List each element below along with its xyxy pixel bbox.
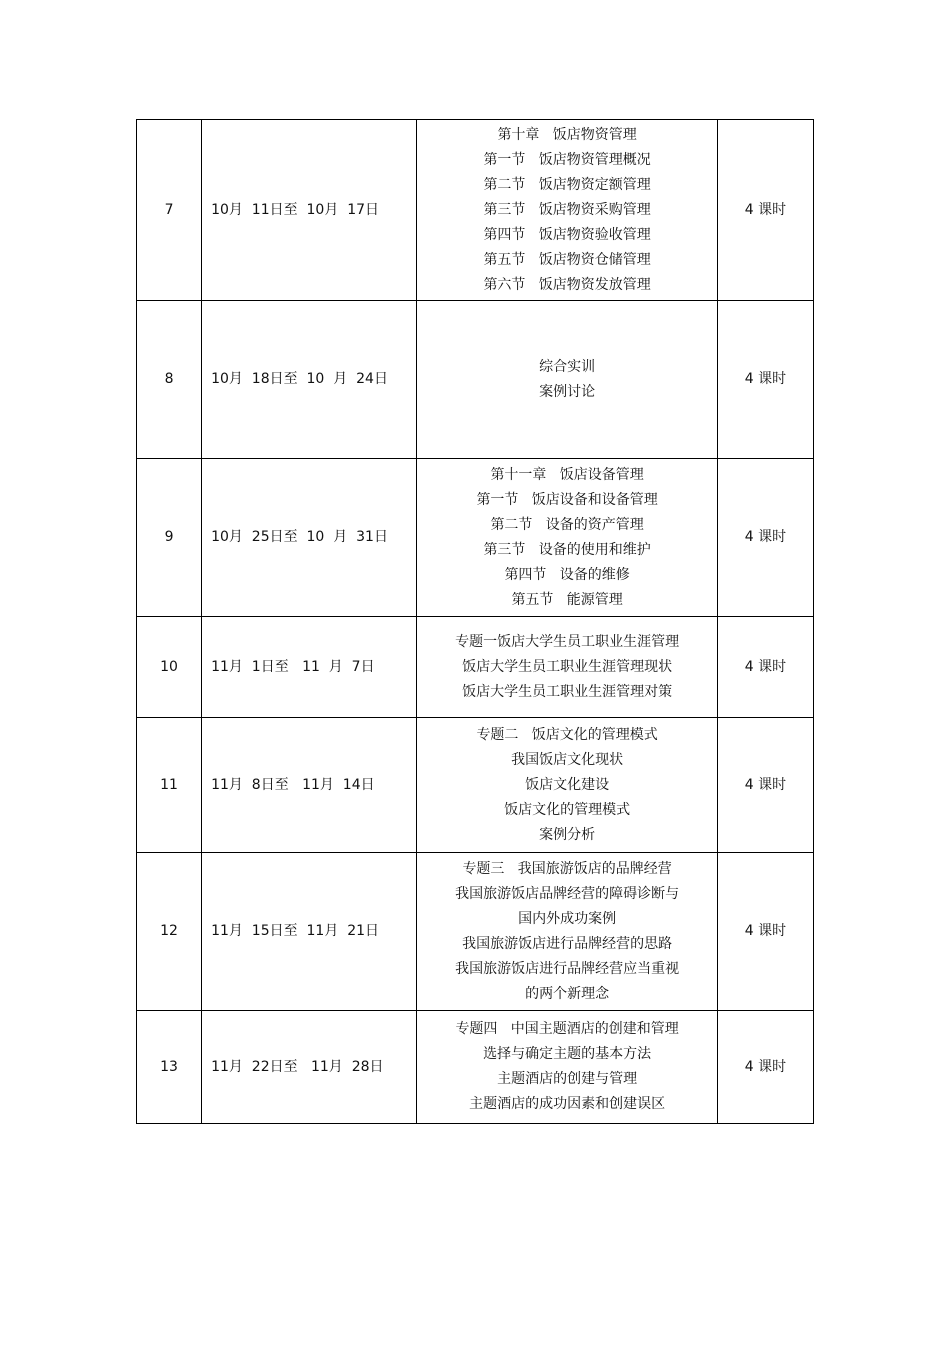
date-range-cell xyxy=(202,617,417,718)
content-line: 第三节 设备的使用和维护 xyxy=(483,541,651,558)
content-line: 第一节 饭店物资管理概况 xyxy=(483,151,651,168)
content-line: 第五节 能源管理 xyxy=(511,591,623,608)
content-line: 饭店文化的管理模式 xyxy=(504,801,631,818)
date-range-cell xyxy=(202,120,417,301)
content-line: 我国饭店文化现状 xyxy=(511,751,624,768)
date-range: 11月 15日至 11月 21日 xyxy=(211,923,380,939)
content-line: 第二节 设备的资产管理 xyxy=(490,516,644,533)
table-row xyxy=(137,853,814,1011)
content-line: 第十一章 饭店设备管理 xyxy=(490,466,644,483)
class-hours: 4 课时 xyxy=(744,1058,787,1075)
table-row xyxy=(137,617,814,718)
date-range: 10月 18日至 10 月 24日 xyxy=(211,371,388,387)
content-cell xyxy=(417,1011,717,1124)
content-line: 饭店大学生员工职业生涯管理现状 xyxy=(462,658,673,675)
date-range-cell xyxy=(202,718,417,853)
content-line: 专题四 中国主题酒店的创建和管理 xyxy=(455,1021,679,1037)
week-number-cell xyxy=(137,459,202,617)
hours-cell xyxy=(717,853,813,1011)
date-range-cell xyxy=(202,1011,417,1124)
content-line: 我国旅游饭店品牌经营的障碍诊断与 xyxy=(455,885,680,902)
content-line: 我国旅游饭店进行品牌经营的思路 xyxy=(462,935,673,952)
hours-cell xyxy=(717,120,813,301)
hours-cell xyxy=(717,459,813,617)
content-line: 专题三 我国旅游饭店的品牌经营 xyxy=(462,860,672,877)
week-number-cell xyxy=(137,853,202,1011)
date-range: 10月 25日至 10 月 31日 xyxy=(211,529,388,545)
content-cell xyxy=(417,718,717,853)
content-line: 第十章 饭店物资管理 xyxy=(497,126,637,143)
week-number-cell xyxy=(137,617,202,718)
content-line: 选择与确定主题的基本方法 xyxy=(483,1046,652,1062)
content-line: 第四节 饭店物资验收管理 xyxy=(483,226,651,243)
class-hours: 4 课时 xyxy=(744,529,787,545)
date-range-cell xyxy=(202,853,417,1011)
table-row xyxy=(137,1011,814,1124)
week-number: 8 xyxy=(164,371,174,387)
class-hours: 4 课时 xyxy=(744,658,787,675)
content-line: 我国旅游饭店进行品牌经营应当重视 xyxy=(455,960,680,977)
class-hours: 4 课时 xyxy=(744,923,787,939)
content-line: 综合实训 xyxy=(539,358,596,375)
content-line: 专题二 饭店文化的管理模式 xyxy=(476,726,658,743)
date-range-cell xyxy=(202,459,417,617)
week-number: 7 xyxy=(164,201,174,218)
week-number-cell xyxy=(137,120,202,301)
content-line: 案例讨论 xyxy=(539,383,596,400)
content-line: 主题酒店的成功因素和创建误区 xyxy=(469,1096,666,1112)
date-range: 11月 8日至 11月 14日 xyxy=(211,776,375,793)
content-line: 第三节 饭店物资采购管理 xyxy=(483,201,651,218)
table-row xyxy=(137,120,814,301)
class-hours: 4 课时 xyxy=(744,776,787,793)
table-row xyxy=(137,301,814,459)
content-line: 主题酒店的创建与管理 xyxy=(497,1071,638,1087)
date-range: 11月 1日至 11 月 7日 xyxy=(211,658,375,675)
table-row xyxy=(137,459,814,617)
week-number: 13 xyxy=(160,1058,178,1075)
date-range: 10月 11日至 10月 17日 xyxy=(211,201,380,218)
content-cell xyxy=(417,120,717,301)
content-line: 第四节 设备的维修 xyxy=(504,566,630,583)
week-number-cell xyxy=(137,1011,202,1124)
schedule-table xyxy=(136,119,814,1124)
content-line: 国内外成功案例 xyxy=(518,910,617,927)
content-line: 第六节 饭店物资发放管理 xyxy=(483,276,651,293)
content-line: 案例分析 xyxy=(539,826,596,843)
content-cell xyxy=(417,459,717,617)
content-line: 第二节 饭店物资定额管理 xyxy=(483,176,651,193)
content-line: 饭店文化建设 xyxy=(525,776,610,793)
week-number: 11 xyxy=(160,776,178,793)
week-number-cell xyxy=(137,718,202,853)
week-number: 10 xyxy=(160,658,178,675)
content-line: 第五节 饭店物资仓储管理 xyxy=(483,251,651,268)
content-line: 第一节 饭店设备和设备管理 xyxy=(476,491,658,508)
hours-cell xyxy=(717,617,813,718)
content-cell xyxy=(417,301,717,459)
date-range: 11月 22日至 11月 28日 xyxy=(211,1058,384,1075)
table-row xyxy=(137,718,814,853)
class-hours: 4 课时 xyxy=(744,201,787,218)
hours-cell xyxy=(717,718,813,853)
week-number: 12 xyxy=(160,923,178,939)
hours-cell xyxy=(717,1011,813,1124)
hours-cell xyxy=(717,301,813,459)
content-line: 的两个新理念 xyxy=(525,985,610,1002)
class-hours: 4 课时 xyxy=(744,371,787,387)
content-line: 饭店大学生员工职业生涯管理对策 xyxy=(462,683,673,700)
content-cell xyxy=(417,853,717,1011)
content-cell xyxy=(417,617,717,718)
week-number: 9 xyxy=(164,529,174,545)
date-range-cell xyxy=(202,301,417,459)
content-line: 专题一饭店大学生员工职业生涯管理 xyxy=(455,633,680,650)
week-number-cell xyxy=(137,301,202,459)
